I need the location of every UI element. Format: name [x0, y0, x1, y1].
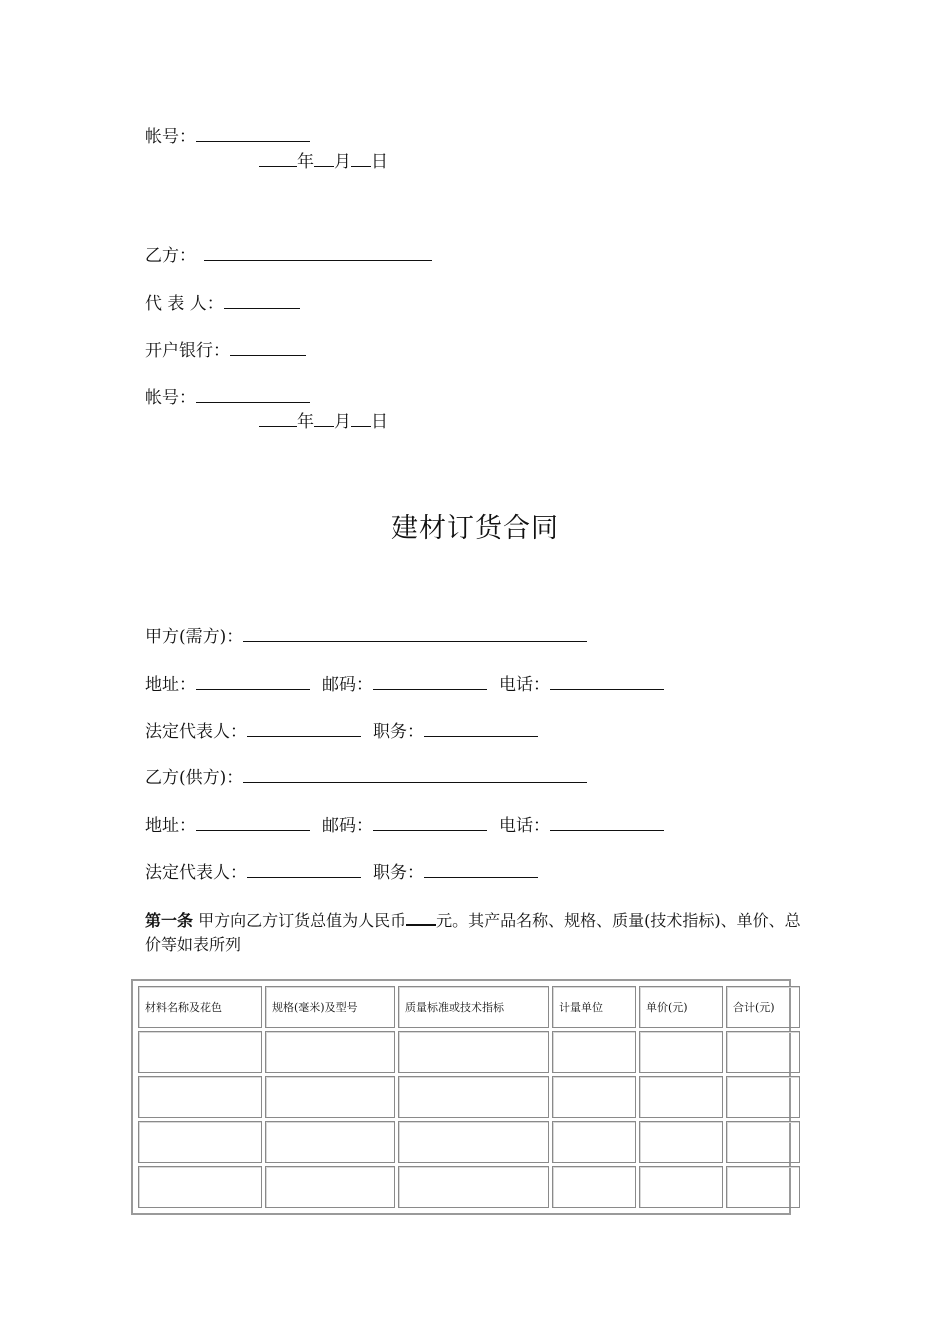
table-cell[interactable]	[138, 1031, 262, 1073]
party-b-postcode-blank[interactable]	[373, 816, 487, 831]
top-account-blank[interactable]	[196, 127, 310, 142]
top-day-label: 日	[371, 152, 388, 172]
table-cell[interactable]	[639, 1031, 723, 1073]
article-1-text-after: 元。其产品名称、规格、质量(技术指标)、单价、总价等如表所列	[145, 911, 801, 954]
party-b-phone-blank[interactable]	[550, 816, 664, 831]
party-a-rep-line	[145, 721, 538, 743]
header-spec: 规格(毫米)及型号	[265, 986, 395, 1028]
party-b-address-label: 地址：	[145, 816, 196, 836]
partyb-day-label: 日	[371, 412, 388, 432]
partyb-rep-line	[145, 293, 300, 315]
table-row	[138, 1076, 800, 1118]
party-a-postcode-blank[interactable]	[373, 675, 487, 690]
party-a-label: 甲方(需方)：	[145, 627, 244, 647]
party-b-position-label: 职务：	[373, 863, 424, 883]
table-cell[interactable]	[398, 1121, 549, 1163]
table-header-row	[138, 986, 800, 1028]
party-b-blank[interactable]	[243, 768, 587, 783]
table-cell[interactable]	[726, 1121, 800, 1163]
table-cell[interactable]	[265, 1076, 395, 1118]
partyb-sign-line	[145, 245, 432, 267]
table-cell[interactable]	[639, 1076, 723, 1118]
table-cell[interactable]	[639, 1166, 723, 1208]
article-1-heading: 第一条	[145, 911, 194, 930]
top-date-line	[259, 151, 388, 173]
table-row	[138, 1031, 800, 1073]
partyb-year-label: 年	[297, 412, 314, 432]
top-month-label: 月	[334, 152, 351, 172]
party-b-contact-line	[145, 815, 664, 837]
table-cell[interactable]	[398, 1076, 549, 1118]
table-cell[interactable]	[138, 1121, 262, 1163]
article-1	[145, 909, 815, 957]
party-b-rep-line	[145, 862, 538, 884]
document-title: 建材订货合同	[391, 513, 559, 544]
party-a-phone-label: 电话：	[499, 675, 550, 695]
partyb-sign-blank[interactable]	[204, 246, 432, 261]
table-cell[interactable]	[726, 1076, 800, 1118]
partyb-account-label: 帐号：	[145, 388, 196, 408]
top-year-label: 年	[297, 152, 314, 172]
table-cell[interactable]	[552, 1166, 636, 1208]
table-cell[interactable]	[639, 1121, 723, 1163]
partyb-bank-line	[145, 340, 306, 362]
table-cell[interactable]	[398, 1031, 549, 1073]
partyb-sign-label: 乙方：	[145, 246, 196, 266]
table-row	[138, 1121, 800, 1163]
table-cell[interactable]	[552, 1031, 636, 1073]
table-cell[interactable]	[552, 1076, 636, 1118]
partyb-rep-label: 代 表 人：	[145, 294, 224, 314]
party-a-address-blank[interactable]	[196, 675, 310, 690]
table-cell[interactable]	[726, 1166, 800, 1208]
top-year-blank[interactable]	[259, 152, 297, 167]
partyb-account-blank[interactable]	[196, 388, 310, 403]
party-a-line	[145, 626, 587, 648]
table-cell[interactable]	[726, 1031, 800, 1073]
table-cell[interactable]	[265, 1166, 395, 1208]
table-cell[interactable]	[138, 1166, 262, 1208]
party-b-label: 乙方(供方)：	[145, 768, 244, 788]
partyb-bank-blank[interactable]	[230, 341, 306, 356]
party-b-address-blank[interactable]	[196, 816, 310, 831]
partyb-day-blank[interactable]	[351, 412, 371, 427]
party-a-position-blank[interactable]	[424, 722, 538, 737]
partyb-month-blank[interactable]	[314, 412, 334, 427]
article-1-text-before: 甲方向乙方订货总值为人民币	[198, 911, 407, 930]
table-cell[interactable]	[138, 1076, 262, 1118]
product-table	[131, 979, 791, 1215]
top-month-blank[interactable]	[314, 152, 334, 167]
party-b-line	[145, 767, 587, 789]
table-row	[138, 1166, 800, 1208]
partyb-year-blank[interactable]	[259, 412, 297, 427]
party-a-position-label: 职务：	[373, 722, 424, 742]
table-cell[interactable]	[552, 1121, 636, 1163]
party-b-legal-rep-label: 法定代表人：	[145, 863, 247, 883]
header-material: 材料名称及花色	[138, 986, 262, 1028]
top-day-blank[interactable]	[351, 152, 371, 167]
partyb-bank-label: 开户银行：	[145, 341, 230, 361]
partyb-account-line	[145, 387, 310, 409]
party-b-legal-rep-blank[interactable]	[247, 863, 361, 878]
party-b-phone-label: 电话：	[499, 816, 550, 836]
party-a-address-label: 地址：	[145, 675, 196, 695]
header-quality: 质量标准或技术指标	[398, 986, 549, 1028]
party-b-position-blank[interactable]	[424, 863, 538, 878]
table-cell[interactable]	[398, 1166, 549, 1208]
party-a-legal-rep-blank[interactable]	[247, 722, 361, 737]
header-unit-price: 单价(元)	[639, 986, 723, 1028]
partyb-rep-blank[interactable]	[224, 294, 300, 309]
party-a-postcode-label: 邮码：	[322, 675, 373, 695]
top-account-line	[145, 126, 310, 148]
party-a-phone-blank[interactable]	[550, 675, 664, 690]
header-total: 合计(元)	[726, 986, 800, 1028]
table-cell[interactable]	[265, 1121, 395, 1163]
table-cell[interactable]	[265, 1031, 395, 1073]
article-1-amount-blank[interactable]	[406, 909, 436, 926]
party-a-contact-line	[145, 674, 664, 696]
header-unit: 计量单位	[552, 986, 636, 1028]
partyb-month-label: 月	[334, 412, 351, 432]
top-account-label: 帐号：	[145, 127, 196, 147]
partyb-date-line	[259, 411, 388, 433]
party-a-legal-rep-label: 法定代表人：	[145, 722, 247, 742]
party-a-blank[interactable]	[243, 627, 587, 642]
party-b-postcode-label: 邮码：	[322, 816, 373, 836]
